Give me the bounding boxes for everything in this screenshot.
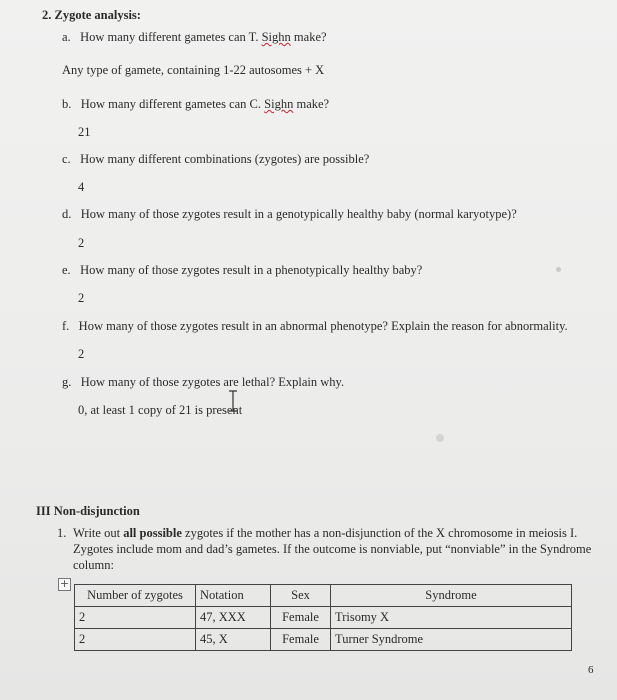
header-notation: Notation <box>196 585 271 607</box>
cell-syndrome[interactable]: Trisomy X <box>331 607 572 629</box>
cell-notation[interactable]: 45, X <box>196 629 271 651</box>
question-text: How many of those zygotes result in an abnormal phenotype? Explain the reason for abnormality. <box>78 319 568 333</box>
cell-sex[interactable]: Female <box>271 607 331 629</box>
question-text-end: make? <box>293 30 327 44</box>
question-letter: d. <box>62 207 72 221</box>
q1-text: Write out <box>73 526 121 540</box>
question-b <box>62 97 329 112</box>
cell-number[interactable]: 2 <box>75 629 196 651</box>
question-letter: c. <box>62 152 71 166</box>
answer-e[interactable]: 2 <box>78 291 85 305</box>
question-letter: g. <box>62 375 72 389</box>
question-f <box>62 319 568 334</box>
question-c <box>62 152 369 167</box>
q1-text-end: zygotes if the mother has a non-disjunction of the X chromosome in meiosis I. <box>185 526 578 540</box>
table-row <box>75 607 572 629</box>
question-letter: f. <box>62 319 70 333</box>
move-icon[interactable]: + <box>59 577 70 590</box>
header-syndrome: Syndrome <box>331 585 572 607</box>
q1-line3: column: <box>73 558 114 572</box>
page-number: 6 <box>588 664 594 676</box>
question-text-end: make? <box>296 97 330 111</box>
answer-g[interactable]: 0, at least 1 copy of 21 is present <box>78 403 243 417</box>
question-e <box>62 263 422 278</box>
header-sex: Sex <box>271 585 331 607</box>
q1-line2: Zygotes include mom and dad’s gametes. If the outcome is nonviable, put “nonviable” in the Syndrome <box>73 542 592 556</box>
name-sighn: Sighn <box>261 30 291 44</box>
table-row <box>75 629 572 651</box>
question-text: How many different gametes can C. <box>80 97 262 111</box>
question-text: How many of those zygotes are lethal? Explain why. <box>80 375 345 389</box>
smudge-dot <box>556 267 561 272</box>
question-text: How many of those zygotes result in a genotypically healthy baby (normal karyotype)? <box>80 207 517 221</box>
question-letter: e. <box>62 263 71 277</box>
answer-f[interactable]: 2 <box>78 347 85 361</box>
text-cursor-icon <box>228 390 238 412</box>
answer-c[interactable]: 4 <box>78 180 85 194</box>
cell-notation[interactable]: 47, XXX <box>196 607 271 629</box>
answer-b[interactable]: 21 <box>78 125 91 139</box>
name-sighn: Sighn <box>264 97 294 111</box>
question-text: How many different combinations (zygotes) are possible? <box>80 152 370 166</box>
question-letter: b. <box>62 97 72 111</box>
smudge-dot <box>436 434 444 442</box>
question-text: How many different gametes can T. <box>80 30 259 44</box>
cell-syndrome[interactable]: Turner Syndrome <box>331 629 572 651</box>
q1-line1 <box>73 526 577 541</box>
header-number-of-zygotes: Number of zygotes <box>75 585 196 607</box>
question-g <box>62 375 344 390</box>
cell-number[interactable]: 2 <box>75 607 196 629</box>
nondisjunction-heading: III Non-disjunction <box>36 504 140 518</box>
answer-d[interactable]: 2 <box>78 236 85 250</box>
question-a <box>62 30 327 45</box>
zygote-table <box>74 584 572 651</box>
question-letter: a. <box>62 30 71 44</box>
question-text: How many of those zygotes result in a phenotypically healthy baby? <box>80 263 423 277</box>
zygote-heading: 2. Zygote analysis: <box>42 8 141 22</box>
question-d <box>62 207 517 222</box>
cell-sex[interactable]: Female <box>271 629 331 651</box>
answer-a[interactable]: Any type of gamete, containing 1-22 autosomes + X <box>62 63 325 77</box>
q1-emphasis: all possible <box>123 526 182 540</box>
table-header-row <box>75 585 572 607</box>
q1-number: 1. <box>57 526 67 540</box>
